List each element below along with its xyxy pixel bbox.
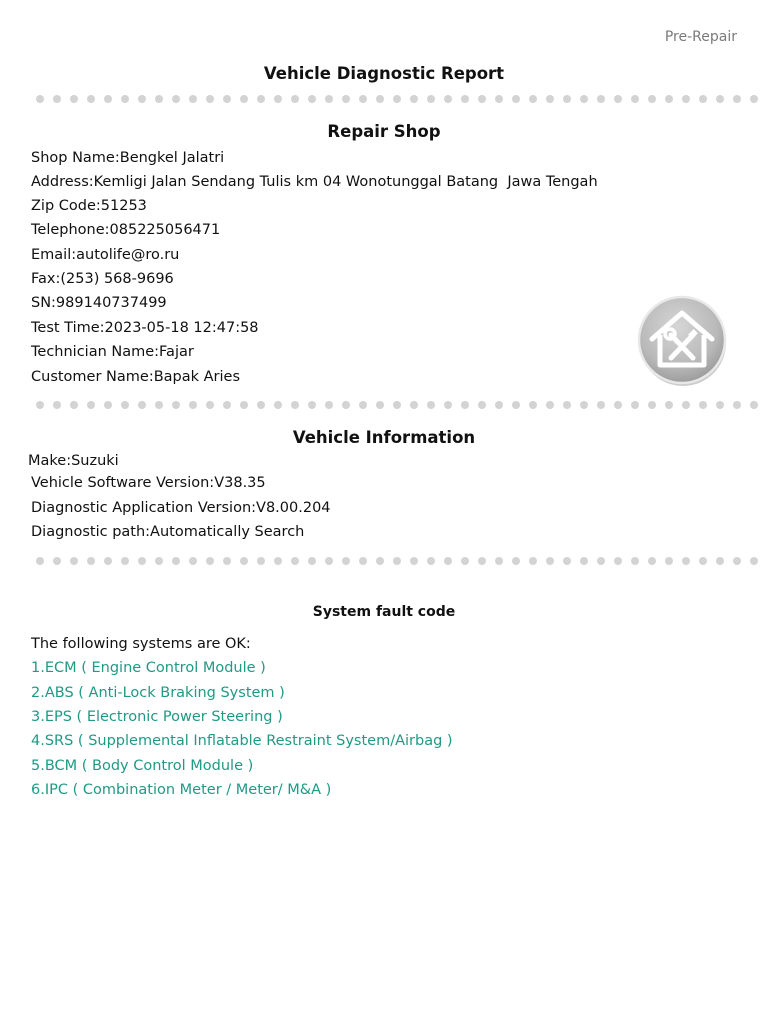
divider-dot	[699, 401, 707, 409]
divider-dot	[223, 557, 231, 565]
divider-dot	[563, 401, 571, 409]
divider-dot	[427, 557, 435, 565]
divider-dot	[444, 401, 452, 409]
divider-dot	[138, 95, 146, 103]
divider-dot	[87, 557, 95, 565]
divider-dot	[563, 557, 571, 565]
divider-dot	[648, 95, 656, 103]
ok-system-item: 5.BCM ( Body Control Module )	[31, 758, 254, 774]
divider-dot	[308, 95, 316, 103]
divider-dot	[614, 401, 622, 409]
divider-dot	[580, 95, 588, 103]
divider-dot	[70, 557, 78, 565]
divider-dot	[393, 401, 401, 409]
repair-shop-title: Repair Shop	[327, 122, 441, 141]
divider-dot	[665, 401, 673, 409]
diagnostic-path: Diagnostic path:Automatically Search	[31, 524, 305, 540]
divider-dot	[155, 401, 163, 409]
divider-dot	[495, 557, 503, 565]
divider-dot	[682, 95, 690, 103]
divider-dot	[325, 95, 333, 103]
divider-dot	[580, 401, 588, 409]
divider-dot	[121, 401, 129, 409]
divider-dot	[342, 557, 350, 565]
ok-system-item: 1.ECM ( Engine Control Module )	[31, 660, 266, 676]
divider-dot	[410, 557, 418, 565]
divider-dot	[223, 401, 231, 409]
divider-dot	[512, 401, 520, 409]
divider-dot	[750, 557, 758, 565]
divider-dot	[648, 401, 656, 409]
ok-systems-intro: The following systems are OK:	[31, 636, 251, 652]
report-stage-label: Pre-Repair	[664, 29, 737, 45]
divider-dot	[308, 401, 316, 409]
divider-dot	[359, 557, 367, 565]
divider-dot	[104, 401, 112, 409]
divider-dot	[359, 95, 367, 103]
test-time: Test Time:2023-05-18 12:47:58	[31, 320, 259, 336]
divider-dot	[631, 557, 639, 565]
section-divider	[36, 95, 768, 103]
divider-dot	[104, 95, 112, 103]
divider-dot	[546, 95, 554, 103]
divider-dot	[172, 95, 180, 103]
divider-dot	[257, 95, 265, 103]
divider-dot	[682, 401, 690, 409]
device-serial-number: SN:989140737499	[31, 295, 167, 311]
divider-dot	[563, 95, 571, 103]
divider-dot	[36, 557, 44, 565]
system-fault-code-title: System fault code	[312, 604, 456, 620]
diagnostic-application-version: Diagnostic Application Version:V8.00.204	[31, 500, 331, 516]
divider-dot	[291, 95, 299, 103]
divider-dot	[665, 95, 673, 103]
divider-dot	[444, 95, 452, 103]
divider-dot	[53, 95, 61, 103]
divider-dot	[240, 95, 248, 103]
divider-dot	[138, 401, 146, 409]
divider-dot	[614, 557, 622, 565]
divider-dot	[580, 557, 588, 565]
divider-dot	[529, 401, 537, 409]
divider-dot	[393, 95, 401, 103]
divider-dot	[121, 95, 129, 103]
divider-dot	[189, 557, 197, 565]
divider-dot	[699, 557, 707, 565]
divider-dot	[240, 557, 248, 565]
divider-dot	[546, 401, 554, 409]
divider-dot	[631, 95, 639, 103]
vehicle-software-version: Vehicle Software Version:V38.35	[31, 475, 266, 491]
divider-dot	[121, 557, 129, 565]
repair-shop-house-tools-icon	[636, 295, 728, 387]
divider-dot	[206, 401, 214, 409]
divider-dot	[291, 557, 299, 565]
shop-fax: Fax:(253) 568-9696	[31, 271, 174, 287]
divider-dot	[495, 401, 503, 409]
shop-zip-code: Zip Code:51253	[31, 198, 147, 214]
ok-system-item: 3.EPS ( Electronic Power Steering )	[31, 709, 283, 725]
divider-dot	[750, 401, 758, 409]
divider-dot	[733, 557, 741, 565]
divider-dot	[495, 95, 503, 103]
shop-address: Address:Kemligi Jalan Sendang Tulis km 04 Wonotunggal Batang Jawa Tengah	[31, 174, 598, 190]
divider-dot	[733, 95, 741, 103]
divider-dot	[223, 95, 231, 103]
divider-dot	[733, 401, 741, 409]
divider-dot	[393, 557, 401, 565]
divider-dot	[716, 557, 724, 565]
divider-dot	[410, 95, 418, 103]
divider-dot	[70, 95, 78, 103]
divider-dot	[427, 401, 435, 409]
divider-dot	[478, 95, 486, 103]
divider-dot	[189, 95, 197, 103]
divider-dot	[359, 401, 367, 409]
divider-dot	[512, 95, 520, 103]
divider-dot	[36, 95, 44, 103]
divider-dot	[699, 95, 707, 103]
divider-dot	[546, 557, 554, 565]
section-divider	[36, 401, 768, 409]
divider-dot	[172, 557, 180, 565]
divider-dot	[274, 401, 282, 409]
divider-dot	[257, 557, 265, 565]
shop-telephone: Telephone:085225056471	[31, 222, 221, 238]
divider-dot	[342, 401, 350, 409]
divider-dot	[461, 95, 469, 103]
divider-dot	[444, 557, 452, 565]
shop-name: Shop Name:Bengkel Jalatri	[31, 150, 225, 166]
divider-dot	[750, 95, 758, 103]
vehicle-make: Make:Suzuki	[28, 453, 119, 469]
divider-dot	[87, 401, 95, 409]
divider-dot	[138, 557, 146, 565]
ok-system-item: 2.ABS ( Anti-Lock Braking System )	[31, 685, 285, 701]
divider-dot	[376, 401, 384, 409]
page-title: Vehicle Diagnostic Report	[263, 64, 505, 83]
divider-dot	[291, 401, 299, 409]
divider-dot	[614, 95, 622, 103]
divider-dot	[478, 401, 486, 409]
divider-dot	[597, 557, 605, 565]
divider-dot	[716, 401, 724, 409]
divider-dot	[206, 95, 214, 103]
divider-dot	[529, 557, 537, 565]
divider-dot	[529, 95, 537, 103]
section-divider	[36, 557, 768, 565]
divider-dot	[53, 401, 61, 409]
divider-dot	[682, 557, 690, 565]
divider-dot	[597, 401, 605, 409]
customer-name: Customer Name:Bapak Aries	[31, 369, 241, 385]
divider-dot	[648, 557, 656, 565]
shop-email: Email:autolife@ro.ru	[31, 247, 180, 263]
divider-dot	[274, 95, 282, 103]
divider-dot	[189, 401, 197, 409]
divider-dot	[308, 557, 316, 565]
technician-name: Technician Name:Fajar	[31, 344, 194, 360]
divider-dot	[478, 557, 486, 565]
divider-dot	[257, 401, 265, 409]
divider-dot	[87, 95, 95, 103]
divider-dot	[376, 95, 384, 103]
vehicle-information-title: Vehicle Information	[292, 428, 476, 447]
divider-dot	[104, 557, 112, 565]
divider-dot	[36, 401, 44, 409]
divider-dot	[53, 557, 61, 565]
divider-dot	[155, 95, 163, 103]
divider-dot	[512, 557, 520, 565]
divider-dot	[240, 401, 248, 409]
divider-dot	[461, 401, 469, 409]
divider-dot	[172, 401, 180, 409]
divider-dot	[427, 95, 435, 103]
divider-dot	[325, 401, 333, 409]
ok-system-item: 4.SRS ( Supplemental Inflatable Restraint System/Airbag )	[31, 733, 453, 749]
divider-dot	[342, 95, 350, 103]
divider-dot	[410, 401, 418, 409]
divider-dot	[274, 557, 282, 565]
divider-dot	[716, 95, 724, 103]
divider-dot	[325, 557, 333, 565]
divider-dot	[155, 557, 163, 565]
divider-dot	[376, 557, 384, 565]
divider-dot	[206, 557, 214, 565]
divider-dot	[461, 557, 469, 565]
divider-dot	[665, 557, 673, 565]
divider-dot	[597, 95, 605, 103]
divider-dot	[631, 401, 639, 409]
divider-dot	[70, 401, 78, 409]
ok-system-item: 6.IPC ( Combination Meter / Meter/ M&A )	[31, 782, 332, 798]
